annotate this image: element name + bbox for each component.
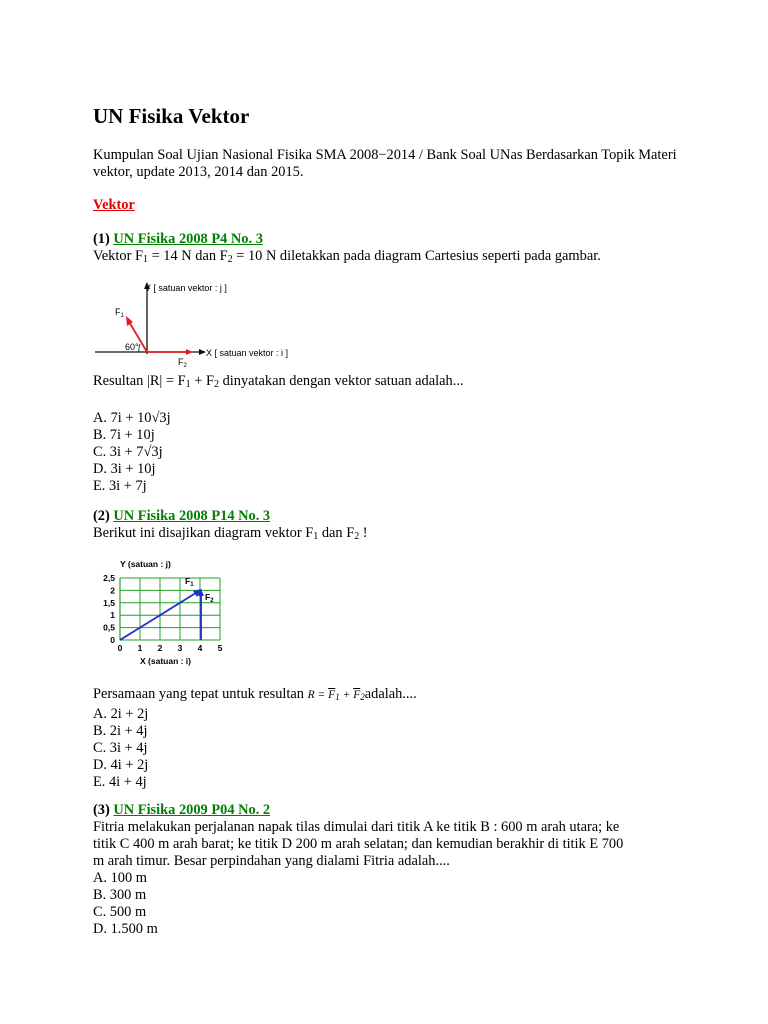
- option-d: D. 3i + 10j: [93, 461, 156, 477]
- stem-line: Fitria melakukan perjalanan napak tilas dimulai dari titik A ke titik B : 600 m arah utara; ke: [93, 819, 620, 835]
- question-2-options: [93, 706, 693, 791]
- question-1-source-link[interactable]: UN Fisika 2008 P4 No. 3: [113, 231, 263, 247]
- vector-diagram-1: [93, 280, 323, 370]
- x-tick-label: 4: [197, 643, 203, 653]
- question-2-stem: Berikut ini disajikan diagram vektor $F_1$ dan $F_2$ !: [93, 525, 368, 542]
- x-tick-label: 1: [137, 643, 143, 653]
- question-3-source-link[interactable]: UN Fisika 2009 P04 No. 2: [113, 802, 271, 818]
- stem-line: m arah timur. Besar perpindahan yang dialami Fitria adalah....: [93, 853, 450, 869]
- question-3-heading: [93, 802, 693, 819]
- option-d: D. 1.500 m: [93, 921, 158, 937]
- page-title: UN Fisika Vektor: [93, 104, 250, 128]
- question-number: (3): [93, 802, 110, 818]
- option-b: B. 7i + 10j: [93, 427, 155, 443]
- angle-label: 60°: [125, 342, 139, 352]
- option-c: C. 3i + 7√3j: [93, 444, 163, 460]
- y-tick-label: 1: [110, 610, 115, 621]
- y-tick-label: 0: [110, 635, 115, 645]
- x-tick-label: 5: [217, 643, 223, 653]
- question-number: (2): [93, 508, 110, 524]
- question-1-stem: Vektor $F_1 = 14$ N dan $F_2 = 10$ N diletakkan pada diagram Cartesius seperti pada gambar.: [93, 248, 601, 265]
- question-1-ask-block: [93, 373, 693, 495]
- option-b: B. 2i + 4j: [93, 723, 148, 739]
- x-axis-label: X (satuan : i): [140, 656, 192, 666]
- option-a: A. 7i + 10√3j: [93, 410, 171, 426]
- question-3-stem: [93, 819, 683, 870]
- question-3: [93, 802, 693, 938]
- y-tick-label: 2: [110, 585, 115, 596]
- y-axis-label: Y [ satuan vektor : j ]: [145, 283, 227, 293]
- vector-diagram-2: [93, 556, 243, 668]
- option-c: C. 500 m: [93, 904, 147, 920]
- question-2-heading: [93, 508, 693, 525]
- option-c: C. 3i + 4j: [93, 740, 148, 756]
- question-1-ask: Resultan $|R| = F_1 + F_2$ dinyatakan dengan vektor satuan adalah...: [93, 373, 464, 390]
- resultant-formula: $R = \overline{F}1 + \overline{F}2$: [307, 689, 365, 702]
- question-2-ask-block: [93, 686, 693, 791]
- f2-label: $F_2$: [178, 357, 187, 369]
- x-tick-label: 2: [157, 643, 163, 653]
- question-1-options: [93, 410, 693, 495]
- question-1: [93, 231, 693, 268]
- f1-label: $F_1$: [185, 576, 194, 588]
- y-tick-label: 1,5: [103, 597, 115, 608]
- option-a: A. 100 m: [93, 870, 147, 886]
- y-tick-label: 2,5: [103, 573, 115, 583]
- f1-label: $F_1$: [115, 307, 124, 319]
- stem-line: titik C 400 m arah barat; ke titik D 200 m arah selatan; dan kemudian berakhir di titik E 700: [93, 836, 624, 852]
- question-2: [93, 508, 693, 545]
- intro-paragraph: Kumpulan Soal Ujian Nasional Fisika SMA 2008−2014 / Bank Soal UNas Berdasarkan Topik Materi vektor, update 2013, 2014 dan 2015.: [93, 147, 677, 180]
- question-1-heading: [93, 231, 693, 248]
- section-heading-vektor[interactable]: Vektor: [93, 197, 135, 213]
- y-tick-label: 0,5: [103, 622, 115, 633]
- option-e: E. 3i + 7j: [93, 478, 147, 494]
- option-e: E. 4i + 4j: [93, 774, 147, 790]
- vector-f1-arrowhead: [126, 316, 133, 326]
- x-axis-label: X [ satuan vektor : i ]: [206, 348, 289, 358]
- x-tick-label: 0: [117, 643, 123, 653]
- y-axis-label: Y (satuan : j): [120, 559, 171, 569]
- question-number: (1): [93, 231, 110, 247]
- x-axis-arrowhead: [199, 349, 206, 355]
- f2-label: $F_2$: [205, 592, 214, 604]
- option-a: A. 2i + 2j: [93, 706, 149, 722]
- question-3-options: [93, 870, 693, 938]
- vector-f2-arrowhead: [186, 349, 193, 355]
- angle-arc: [139, 344, 140, 352]
- option-b: B. 300 m: [93, 887, 147, 903]
- option-d: D. 4i + 2j: [93, 757, 149, 773]
- question-2-source-link[interactable]: UN Fisika 2008 P14 No. 3: [113, 508, 271, 524]
- x-tick-label: 3: [177, 643, 183, 653]
- question-2-ask: Persamaan yang tepat untuk resultan $R = \overline{F}1$ + $\overline{F}2adalah$....: [93, 686, 417, 702]
